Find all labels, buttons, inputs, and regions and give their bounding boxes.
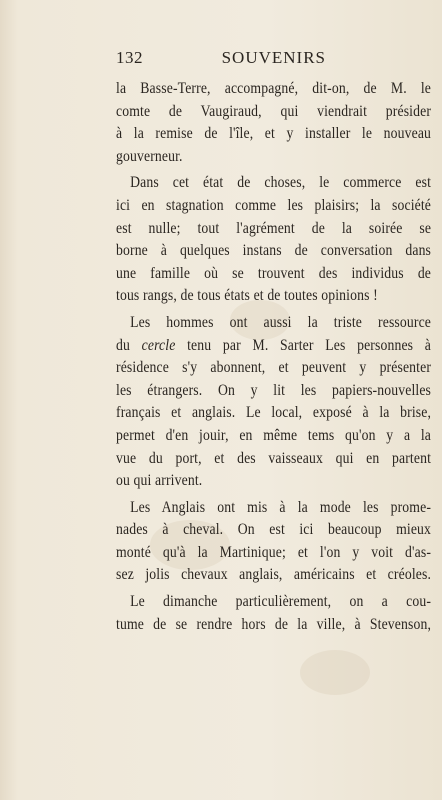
text-line: ici en stagnation comme les plaisirs; la société (116, 196, 432, 214)
text-line: gouverneur. (116, 147, 183, 165)
paragraph (116, 78, 431, 168)
page-number: 132 (116, 48, 143, 67)
text-line: tous rangs, de tous états et de toutes opinions ! (116, 287, 378, 305)
italic-word: cercle (141, 336, 176, 354)
text-line: Les Anglais ont mis à la mode les prome- (130, 498, 432, 516)
text-line: tume de se rendre hors de la ville, à Stevenson, (116, 615, 432, 633)
text-line: la Basse-Terre, accompagné, dit-on, de M. le (116, 80, 432, 97)
text-line: résidence s'y abonnent, et peuvent y présenter (116, 359, 432, 377)
text-line: ou qui arrivent. (116, 472, 203, 490)
text-line: les étrangers. On y lit les papiers-nouvelles (116, 381, 432, 399)
text-line: Les hommes ont aussi la triste ressource (130, 313, 432, 331)
text-line: sez jolis chevaux anglais, américains et créoles. (116, 566, 432, 584)
text-fragment: du (116, 336, 142, 354)
page-header (116, 46, 326, 72)
text-line: nades à cheval. On est ici beaucoup mieux (116, 521, 432, 539)
text-line: à la remise de l'île, et y installer le nouveau (116, 125, 432, 143)
text-line: vue du port, et des vaisseaux qui en partent (116, 449, 432, 467)
text-line: borne à quelques instans de conversation dans (116, 242, 432, 260)
paragraph (116, 312, 431, 493)
text-line: Le dimanche particulièrement, on a cou- (130, 593, 432, 611)
text-line: Dans cet état de choses, le commerce est (130, 174, 432, 192)
paragraph (116, 591, 431, 636)
paper-stain (300, 650, 370, 695)
paragraph (116, 172, 431, 308)
text-line: une famille où se trouvent des individus de (116, 264, 432, 282)
body-text (116, 78, 431, 636)
text-fragment: tenu par M. Sarter Les personnes à (175, 336, 432, 354)
running-title: SOUVENIRS (221, 48, 326, 67)
text-line: comte de Vaugiraud, qui viendrait présider (116, 102, 432, 120)
text-line: monté qu'à la Martinique; et l'on y voit d'as- (116, 543, 432, 561)
text-line: permet d'en jouir, en même tems qu'on y a la (116, 426, 432, 444)
paragraph (116, 497, 431, 587)
text-line (116, 335, 431, 358)
text-line: français et anglais. Le local, exposé à la brise, (116, 404, 432, 422)
text-line: est nulle; tout l'agrément de la soirée se (116, 219, 432, 237)
